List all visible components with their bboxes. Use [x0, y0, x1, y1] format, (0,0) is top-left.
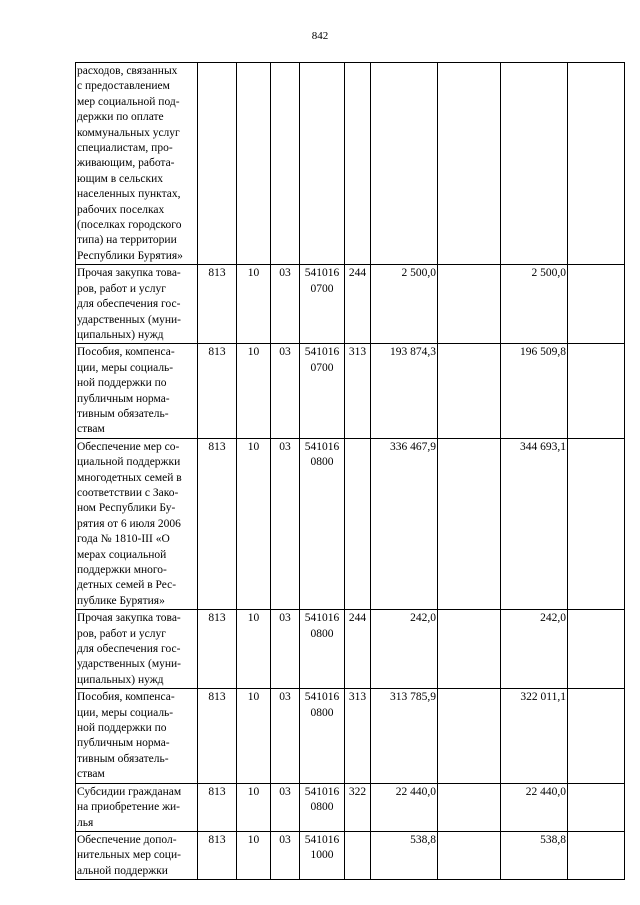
item-name-line: ной поддержки по [77, 377, 167, 390]
target-article-cell: 541016 0800 [300, 783, 345, 831]
item-name-line: Республики Бурятия» [77, 249, 183, 262]
table-row [76, 63, 625, 265]
item-name-line: ствам [77, 768, 105, 781]
item-name-line: ции, меры социаль- [77, 706, 174, 719]
subsection-code-cell: 03 [271, 344, 300, 438]
item-name-line: мерах социальной [77, 548, 167, 561]
section-code-cell: 10 [237, 610, 271, 689]
subsection-code-cell: 03 [271, 831, 300, 879]
ministry-code-cell: 813 [198, 610, 237, 689]
empty-cell [568, 783, 625, 831]
target-article-cell: 541016 0700 [300, 265, 345, 344]
item-name-line: ствам [77, 423, 105, 436]
section-code-cell [237, 63, 271, 265]
empty-cell [438, 265, 501, 344]
amount-2023-cell: 336 467,9 [371, 438, 438, 609]
section-code-cell: 10 [237, 831, 271, 879]
item-name-line: Прочая закупка това- [77, 612, 181, 625]
subsection-code-cell: 03 [271, 689, 300, 783]
item-name-line: держки по оплате [77, 111, 164, 124]
item-name-line: альной поддержки [77, 864, 168, 877]
amount-2023-cell: 193 874,3 [371, 344, 438, 438]
item-name-line: типа) на территории [77, 234, 177, 247]
amount-2024-cell: 196 509,8 [501, 344, 568, 438]
section-code-cell: 10 [237, 783, 271, 831]
empty-cell [438, 783, 501, 831]
item-name-line: рабочих поселках [77, 203, 165, 216]
item-name-line: живающим, работа- [77, 157, 175, 170]
item-name-line: населенных пунктах, [77, 188, 181, 201]
target-article-cell: 541016 1000 [300, 831, 345, 879]
expense-type-cell: 322 [345, 783, 371, 831]
item-name-line: ном Республики Бу- [77, 502, 176, 515]
item-name-line: (поселках городского [77, 219, 182, 232]
empty-cell [568, 344, 625, 438]
item-name-line: на приобретение жи- [77, 801, 180, 814]
subsection-code-cell: 03 [271, 783, 300, 831]
amount-2024-cell: 344 693,1 [501, 438, 568, 609]
item-name-line: специалистам, про- [77, 142, 173, 155]
ministry-code-cell [198, 63, 237, 265]
table-row [76, 689, 625, 783]
item-name-line: с предоставлением [77, 80, 170, 93]
ministry-code-cell: 813 [198, 438, 237, 609]
expense-type-cell [345, 831, 371, 879]
item-name-cell [76, 689, 198, 783]
item-name-line: соответствии с Зако- [77, 486, 179, 499]
amount-2023-cell: 242,0 [371, 610, 438, 689]
amount-2024-cell [501, 63, 568, 265]
item-name-line: многодетных семей в [77, 471, 182, 484]
item-name-cell [76, 610, 198, 689]
item-name-cell [76, 344, 198, 438]
target-article-cell: 541016 0800 [300, 610, 345, 689]
amount-2023-cell [371, 63, 438, 265]
empty-cell [438, 610, 501, 689]
section-code-cell: 10 [237, 344, 271, 438]
item-name-line: ударственных (муни- [77, 313, 181, 326]
item-name-line: лья [77, 816, 94, 829]
item-name-line: ющим в сельских [77, 172, 163, 185]
table-row [76, 610, 625, 689]
expense-type-cell [345, 438, 371, 609]
item-name-line: ной поддержки по [77, 722, 167, 735]
expense-type-cell: 244 [345, 265, 371, 344]
amount-2023-cell: 2 500,0 [371, 265, 438, 344]
item-name-line: ципальных) нужд [77, 673, 164, 686]
amount-2024-cell: 2 500,0 [501, 265, 568, 344]
amount-2023-cell: 538,8 [371, 831, 438, 879]
ministry-code-cell: 813 [198, 265, 237, 344]
page-number: 842 [311, 30, 329, 42]
section-code-cell: 10 [237, 265, 271, 344]
subsection-code-cell: 03 [271, 610, 300, 689]
item-name-line: тивным обязатель- [77, 407, 169, 420]
amount-2023-cell: 313 785,9 [371, 689, 438, 783]
table-row [76, 831, 625, 879]
amount-2024-cell: 322 011,1 [501, 689, 568, 783]
item-name-line: Обеспечение мер со- [77, 440, 180, 453]
item-name-line: коммунальных услуг [77, 126, 180, 139]
item-name-cell [76, 63, 198, 265]
item-name-line: ударственных (муни- [77, 658, 181, 671]
target-article-cell: 541016 0800 [300, 438, 345, 609]
table-row [76, 783, 625, 831]
ministry-code-cell: 813 [198, 689, 237, 783]
empty-cell [438, 689, 501, 783]
amount-2024-cell: 242,0 [501, 610, 568, 689]
item-name-line: рятия от 6 июля 2006 [77, 517, 181, 530]
amount-2024-cell: 22 440,0 [501, 783, 568, 831]
ministry-code-cell: 813 [198, 831, 237, 879]
item-name-cell [76, 265, 198, 344]
item-name-line: Обеспечение допол- [77, 833, 177, 846]
item-name-line: детных семей в Рес- [77, 579, 177, 592]
section-code-cell: 10 [237, 438, 271, 609]
budget-table [75, 62, 625, 880]
section-code-cell: 10 [237, 689, 271, 783]
empty-cell [568, 63, 625, 265]
item-name-line: Пособия, компенса- [77, 691, 175, 704]
empty-cell [438, 63, 501, 265]
subsection-code-cell: 03 [271, 265, 300, 344]
item-name-line: для обеспечения гос- [77, 643, 181, 656]
item-name-line: ров, работ и услуг [77, 627, 166, 640]
item-name-line: циальной поддержки [77, 456, 181, 469]
empty-cell [438, 438, 501, 609]
target-article-cell: 541016 0800 [300, 689, 345, 783]
item-name-line: ров, работ и услуг [77, 282, 166, 295]
target-article-cell [300, 63, 345, 265]
empty-cell [568, 265, 625, 344]
subsection-code-cell [271, 63, 300, 265]
item-name-cell [76, 831, 198, 879]
item-name-cell [76, 783, 198, 831]
item-name-line: Субсидии гражданам [77, 785, 182, 798]
item-name-line: Пособия, компенса- [77, 346, 175, 359]
empty-cell [568, 831, 625, 879]
ministry-code-cell: 813 [198, 783, 237, 831]
amount-2024-cell: 538,8 [501, 831, 568, 879]
amount-2023-cell: 22 440,0 [371, 783, 438, 831]
expense-type-cell: 313 [345, 344, 371, 438]
ministry-code-cell: 813 [198, 344, 237, 438]
empty-cell [438, 831, 501, 879]
table-row [76, 265, 625, 344]
empty-cell [568, 610, 625, 689]
item-name-line: тивным обязатель- [77, 752, 169, 765]
expense-type-cell [345, 63, 371, 265]
expense-type-cell: 244 [345, 610, 371, 689]
item-name-line: расходов, связанных [77, 65, 178, 77]
empty-cell [438, 344, 501, 438]
item-name-cell [76, 438, 198, 609]
item-name-line: нительных мер соци- [77, 849, 181, 862]
subsection-code-cell: 03 [271, 438, 300, 609]
empty-cell [568, 438, 625, 609]
item-name-line: для обеспечения гос- [77, 298, 181, 311]
item-name-line: поддержки много- [77, 564, 167, 576]
expense-type-cell: 313 [345, 689, 371, 783]
item-name-line: Прочая закупка това- [77, 267, 181, 280]
item-name-line: публичным норма- [77, 392, 170, 405]
item-name-line: публике Бурятия» [77, 594, 165, 607]
item-name-line: публичным норма- [77, 737, 170, 750]
empty-cell [568, 689, 625, 783]
target-article-cell: 541016 0700 [300, 344, 345, 438]
item-name-line: мер социальной под- [77, 95, 180, 108]
item-name-line: ципальных) нужд [77, 328, 164, 341]
table-row [76, 438, 625, 609]
item-name-line: ции, меры социаль- [77, 361, 174, 374]
table-row [76, 344, 625, 438]
item-name-line: года № 1810-III «О [77, 533, 170, 546]
